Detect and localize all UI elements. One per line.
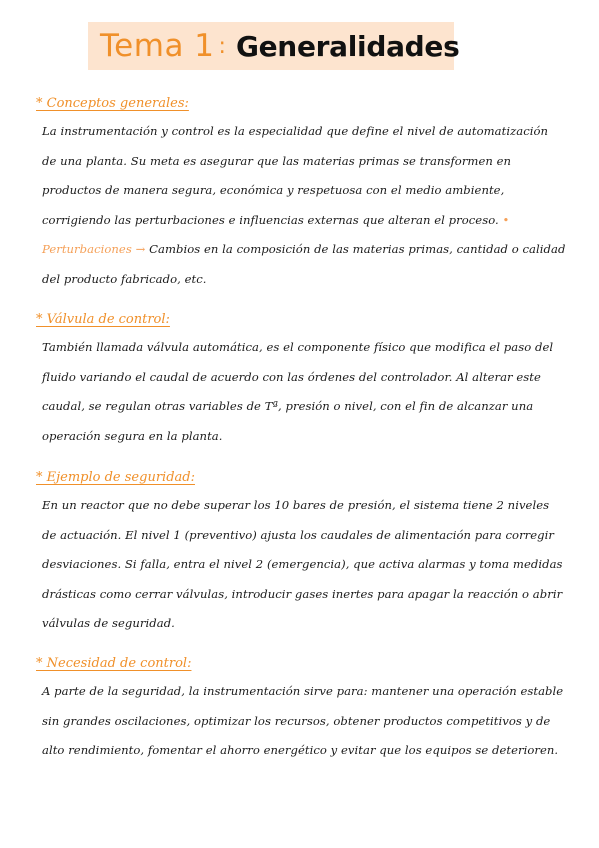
section-paragraph: A parte de la seguridad, la instrumentación sirve para: mantener una operación estable sin grandes oscilaciones, optimizar los recursos, obtener productos competitivos y de alto rendimiento, fomentar el ahorro energético y evitar que los equipos se deterioren. xyxy=(42,684,564,757)
title-banner xyxy=(88,22,460,70)
section-paragraph xyxy=(36,117,566,294)
paragraph-text: La instrumentación y control es la especialidad que define el nivel de automatización de una planta. Su meta es asegurar que las materias primas se transformen en productos de manera segura, económica y respetuosa con el medio ambiente, corrigiendo las perturbaciones e influencias externas que alteran el proceso. xyxy=(42,124,549,227)
section-paragraph: También llamada válvula automática, es el componente físico que modifica el paso del fluido variando el caudal de acuerdo con las órdenes del controlador. Al alterar este caudal, se regulan otras variables de Tª, presión o nivel, con el fin de alcanzar una operación segura en la planta. xyxy=(42,340,554,443)
section-necesidad-de-control xyxy=(36,656,566,766)
note-text: Cambios en la composición de las materias primas, cantidad o calidad del producto fabricado, etc. xyxy=(42,242,566,286)
section-heading: * Conceptos generales: xyxy=(36,96,189,111)
section-heading: * Válvula de control: xyxy=(36,312,170,327)
page-title: Generalidades xyxy=(235,29,460,63)
note-label: • Perturbaciones → xyxy=(42,212,510,256)
section-heading: * Necesidad de control: xyxy=(36,656,192,671)
title-tema: Tema 1 xyxy=(100,28,215,64)
section-valvula-de-control xyxy=(36,312,566,451)
section-heading: * Ejemplo de seguridad: xyxy=(36,470,195,485)
section-conceptos-generales xyxy=(36,96,566,294)
section-paragraph: En un reactor que no debe superar los 10 bares de presión, el sistema tiene 2 niveles de actuación. El nivel 1 (preventivo) ajusta los caudales de alimentación para corregir desviaciones. Si falla, entra el nivel 2 (emergencia), que activa alarmas y toma medidas drásticas como cerrar válvulas, introducir gases inertes para apagar la reacción o abrir válvulas de seguridad. xyxy=(42,498,563,630)
section-ejemplo-de-seguridad xyxy=(36,470,566,639)
title-colon: : xyxy=(218,33,226,59)
